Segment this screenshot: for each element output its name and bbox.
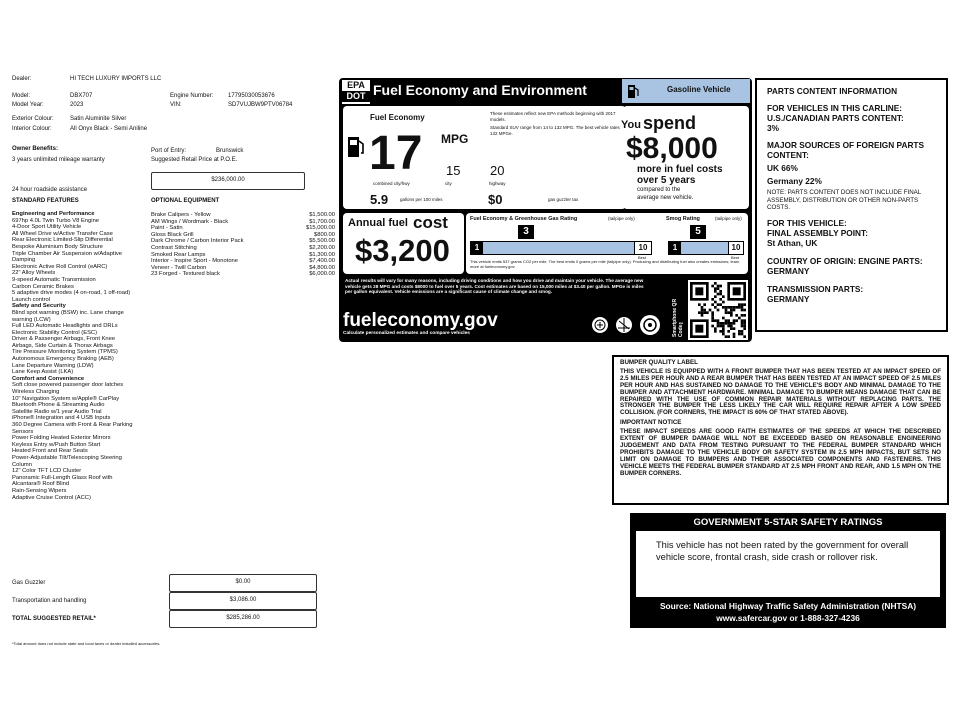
exterior-colour-value: Satin Aluminite Silver xyxy=(70,116,127,122)
ratings-panel xyxy=(466,213,748,274)
source-germany: Germany 22% xyxy=(767,176,822,186)
annual-fuel-cost-panel xyxy=(343,213,464,274)
model-year-label: Model Year: xyxy=(12,102,44,108)
feature-item: Blind spot warning (BSW) inc. Lane change xyxy=(12,309,124,316)
model-label: Model: xyxy=(12,93,31,99)
optional-item-price: $6,000.00 xyxy=(309,271,335,278)
optional-item xyxy=(151,225,335,232)
dealer-value: HI TECH LUXURY IMPORTS LLC xyxy=(70,76,162,82)
safety-ratings-panel xyxy=(630,513,946,628)
nhtsa-source: Source: National Highway Traffic Safety Administration (NHTSA) xyxy=(659,601,917,611)
optional-item-name: Contrast Stitching xyxy=(151,244,197,251)
feature-item: Alcantara® Roof Blind xyxy=(12,481,70,488)
ghg-title: Fuel Economy & Greenhouse Gas Rating xyxy=(470,216,578,222)
feature-item: 697hp 4.0L Twin Turbo V8 Engine xyxy=(12,217,100,224)
city-mpg: 15 xyxy=(446,163,461,178)
interior-colour-label: Interior Colour: xyxy=(12,126,52,132)
transmission-origin-label: TRANSMISSION PARTS: xyxy=(767,283,864,294)
optional-item-price: $5,500.00 xyxy=(309,238,335,245)
engine-origin-value: GERMANY xyxy=(767,265,810,276)
combined-label: combined city/hwy xyxy=(373,181,410,186)
optional-item-name: Brake Calipers - Yellow xyxy=(151,212,211,218)
feature-item: Heated Front and Rear Seats xyxy=(12,448,88,455)
annual-fuel-label: Annual fuel xyxy=(348,217,408,229)
qr-label: Smartphone QR Code™ xyxy=(672,298,684,337)
optional-item-price: $15,000.00 xyxy=(305,225,335,232)
epa-title: Fuel Economy and Environment xyxy=(373,82,587,98)
transportation-value: $3,086.00 xyxy=(169,592,317,610)
feature-item: 360 Degree Camera with Front & Rear Parking xyxy=(12,422,133,428)
feature-item: iPhone® Integration and 4 USB Inputs xyxy=(12,415,111,422)
final-assembly-value: St Athan, UK xyxy=(767,237,818,248)
parts-content-panel xyxy=(755,78,948,332)
feature-item: 4-Door Sport Utility Vehicle xyxy=(12,224,82,231)
annual-fuel-cost: $3,200 xyxy=(355,233,450,268)
dot-logo-text: DOT xyxy=(342,91,370,102)
range-note: Standard SUV range from 14 to 132 MPG. The best vehicle rates 132 MPGe. xyxy=(490,125,620,136)
standard-features-list xyxy=(12,211,152,501)
ghg-scale-high: 10 xyxy=(634,242,651,254)
for-vehicle-label: FOR THIS VEHICLE: xyxy=(767,217,847,228)
you-text: You xyxy=(621,119,641,131)
spend-line-1: more in fuel costs xyxy=(637,164,723,175)
model-value: DBX707 xyxy=(70,93,93,99)
you-spend-panel xyxy=(623,106,749,209)
bumper-text: THIS VEHICLE IS EQUIPPED WITH A FRONT BUMPER THAT HAS BEEN TESTED AT AN IMPACT SPEED OF 2.5 MILES PER HOUR AND A REAR BUMPER THAT HAS BEEN TESTED AT AN IMPACT SPEED OF 2.5 MILES PER HOUR AND HAS SUSTAINED NO DAMAGE TO THE VEHICLE'S BODY AND MINIMAL DAMAGE TO THE BUMPER AND ATTACHMENT HARDWARE. MINIMAL DAMAGE TO BUMPER MEANS DAMAGE THAT CAN BE REPAIRED WITH THE USE OF COMMON REPAIR MATERIALS WITHOUT REPLACING PARTS. THE STRONGER THE BUMPER THE LESS LIKELY THE CAR WILL REQUIRE REPAIR AFTER A LOW SPEED COLLISION. (FOR CORNERS, THE IMPACT IS 60% OF THAT STATED ABOVE). xyxy=(620,367,941,417)
annual-cost-word: cost xyxy=(413,213,448,232)
feature-item: warning (LCW) xyxy=(12,316,51,323)
optional-item-name: AM Wings / Wordmark - Black xyxy=(151,218,229,225)
gallons-per-100: 5.9 xyxy=(370,192,389,207)
feature-item: Lane Departure Warning (LDW) xyxy=(12,362,94,369)
five-year-cost: $8,000 xyxy=(626,132,718,165)
epa-dot-logo xyxy=(342,80,370,104)
feature-item: Tire Pressure Monitoring System (TPMS) xyxy=(12,349,118,356)
optional-item-name: Paint - Satin xyxy=(151,225,183,232)
smog-scale xyxy=(668,241,744,255)
section-heading: Engineering and Performance xyxy=(12,211,95,217)
gas-guzzler-tax: $0 xyxy=(488,192,503,207)
highway-mpg: 20 xyxy=(490,163,505,178)
srp-label: Suggested Retail Price at P.O.E. xyxy=(151,157,238,163)
optional-item xyxy=(151,212,335,219)
feature-item: Carbon Ceramic Brakes xyxy=(12,283,74,290)
feature-item: Power-Adjustable Tilt/Telescoping Steering xyxy=(12,454,122,461)
emissions-note: This vehicle emits 537 grams CO2 per mile. The best emits 0 grams per mile (tailpipe only). Producing and distributing fuel also creates emissions; learn more at fueleconomy.gov. xyxy=(470,259,740,269)
fuel-economy-panel xyxy=(343,106,626,209)
fuel-economy-title: Fuel Economy xyxy=(370,113,425,122)
dot-seal-icon xyxy=(615,316,633,339)
ghg-scale-low: 1 xyxy=(471,242,483,254)
feature-item: Triple Chamber Air Suspension w/Adaptive xyxy=(12,250,122,257)
bumper-title: BUMPER QUALITY LABEL xyxy=(620,359,698,366)
feature-item: Rain-Sensing Wipers xyxy=(12,487,67,494)
safety-ratings-box xyxy=(636,531,940,597)
nhtsa-contact: www.safercar.gov or 1-888-327-4236 xyxy=(716,613,860,623)
fueleconomy-site-sub: Calculate personalized estimates and compare vehicles xyxy=(343,331,470,336)
fueleconomy-site: fueleconomy.gov xyxy=(343,310,498,331)
parts-title: PARTS CONTENT INFORMATION xyxy=(767,86,898,96)
port-of-entry-value: Brunswick xyxy=(216,148,244,154)
spend-line-3: compared to the xyxy=(637,187,681,193)
carline-value: 3% xyxy=(767,123,779,133)
smog-scale-high: 10 xyxy=(728,242,743,254)
final-assembly-label: FINAL ASSEMBLY POINT: xyxy=(767,227,868,238)
optional-item-name: Dark Chrome / Carbon Interior Pack xyxy=(151,238,244,245)
engine-number-value: 17795030053676 xyxy=(228,93,275,99)
owner-benefits-title: Owner Benefits: xyxy=(12,146,59,152)
standard-features-title: STANDARD FEATURES xyxy=(12,198,79,204)
optional-item xyxy=(151,265,335,272)
ghg-scale xyxy=(470,241,652,255)
feature-item: Full LED Automatic Headlights and DRLs xyxy=(12,323,118,330)
parts-note: NOTE: PARTS CONTENT DOES NOT INCLUDE FINAL ASSEMBLY, DISTRIBUTION OR OTHER NON-PARTS COSTS. xyxy=(767,189,922,211)
important-notice-text: THESE IMPACT SPEEDS ARE GOOD FAITH ESTIMATES OF THE SPEEDS AT WHICH THE DESCRIBED EXTENT OF BUMPER DAMAGE WILL NOT BE EXCEEDED BASED ON REASONABLE ENGINEERING JUDGEMENT AND DATA FROM TESTING PURSUANT TO THE FEDERAL BUMPER STANDARD WHICH PROHIBITS DAMAGE TO THE VEHICLE BODY OR SAFETY SYSTEM IN 2.5 MPH IMPACTS, BUT SETS NO LIMIT ON DAMAGE TO BUMPERS AND THEIR ASSOCIATED COMPONENTS AND FASTENERS. THIS VEHICLE MEETS THE FEDERAL BUMPER STANDARD AT 2.5 MPH FRONT AND REAR, AND 1.5 MPH ON THE BUMPER CORNERS. xyxy=(620,428,941,477)
feature-item: Power Folding Heated Exterior Mirrors xyxy=(12,435,111,442)
qr-code-icon[interactable] xyxy=(688,280,748,340)
fuel-pump-icon xyxy=(627,83,639,104)
feature-item: 10" Navigation System w/Apple® CarPlay xyxy=(12,395,120,402)
optional-item xyxy=(151,252,335,259)
gas-guzzler-label: Gas Guzzler xyxy=(12,580,46,586)
major-sources-label: MAJOR SOURCES OF FOREIGN PARTS CONTENT: xyxy=(767,140,925,160)
optional-item-price: $1,700.00 xyxy=(309,218,335,225)
footnote: *Total amount does not include state and local taxes or dealer installed accessories. xyxy=(12,641,161,646)
ghg-best-label: Best xyxy=(638,255,647,260)
feature-item: Wireless Charging xyxy=(12,389,60,396)
feature-item: Adaptive Cruise Control (ACC) xyxy=(12,494,91,501)
optional-item-price: $4,800.00 xyxy=(309,264,335,271)
optional-item-price: $2,200.00 xyxy=(309,244,335,251)
transmission-origin-value: GERMANY xyxy=(767,293,810,304)
optional-equipment-list xyxy=(151,212,335,278)
gas-guzzler-value: $0.00 xyxy=(169,574,317,592)
port-of-entry-label: Port of Entry: xyxy=(151,148,187,154)
ghg-rating-marker: 3 xyxy=(518,225,534,239)
optional-item xyxy=(151,219,335,226)
smog-rating-marker: 5 xyxy=(690,225,706,239)
feature-item: Bluetooth Phone & Streaming Audio xyxy=(12,402,105,409)
feature-item: Electronic Stability Control (ESC) xyxy=(12,329,98,336)
feature-item: Autonomous Emergency Braking (AEB) xyxy=(12,356,114,363)
optional-item-name: 23 Forged - Textured black xyxy=(151,271,220,278)
vin-value: SD7VUJBW9PTV06784 xyxy=(228,102,293,108)
feature-item: Electronic Active Roll Control (eARC) xyxy=(12,263,108,270)
city-label: city xyxy=(445,181,452,186)
engine-number-label: Engine Number: xyxy=(170,93,214,99)
feature-item: All Wheel Drive w/Active Transfer Case xyxy=(12,230,113,237)
optional-item-name: Veneer - Twill Carbon xyxy=(151,264,207,271)
feature-item: 5 adaptive drive modes (4 on-road, 1 off-road) xyxy=(12,290,131,297)
epa-logo-text: EPA xyxy=(347,80,365,90)
epa-seal-icon xyxy=(591,316,609,339)
feature-item: Launch control xyxy=(12,296,51,303)
optional-item-price: $800.00 xyxy=(314,231,335,238)
epa-fuel-economy-label xyxy=(339,78,752,342)
smog-title: Smog Rating xyxy=(666,216,700,222)
estimates-note: These estimates reflect new EPA methods beginning with 2017 models. xyxy=(490,111,616,122)
smog-best-label: Best xyxy=(731,255,740,260)
feature-item: 22" Alloy Wheels xyxy=(12,270,56,277)
optional-item-name: Gloss Black Grill xyxy=(151,231,194,238)
section-heading: Safety and Security xyxy=(12,303,66,310)
optional-item-price: $1,300.00 xyxy=(309,251,335,258)
srp-value: $236,000.00 xyxy=(151,172,305,190)
optional-item xyxy=(151,245,335,252)
source-uk: UK 66% xyxy=(767,163,798,173)
interior-colour-value: All Onyx Black - Semi Aniline xyxy=(70,126,148,132)
feature-item: Bespoke Aluminium Body Structure xyxy=(12,243,103,250)
spend-line-2: over 5 years xyxy=(637,175,696,186)
feature-item: Driver & Passenger Airbags, Front Knee xyxy=(12,336,116,343)
owner-benefit-roadside: 24 hour roadside assistance xyxy=(12,187,88,193)
epa-disclaimer: Actual results will vary for many reasons, including driving conditions and how you drive and maintain your vehicle. The average new vehicle gets 28 MPG and costs $8000 to fuel over 5 years. Cost estimates are based on 15,000 miles at $3.40 per gallon. MPGe is miles per gallon equivalent. Vehicle emissions are a significant cause of climate change and smog. xyxy=(345,278,644,295)
spend-line-4: average new vehicle. xyxy=(637,195,694,201)
feature-item: Airbags, Side Curtain & Thorax Airbags xyxy=(12,342,113,349)
model-year-value: 2023 xyxy=(70,102,84,108)
ghg-subtitle: (tailpipe only) xyxy=(608,216,635,221)
highway-label: highway xyxy=(489,181,506,186)
spend-text: spend xyxy=(643,113,697,133)
optional-item-price: $7,400.00 xyxy=(309,258,335,265)
doe-seal-icon xyxy=(639,314,661,341)
optional-item-price: $1,500.00 xyxy=(309,212,335,218)
bumper-quality-label xyxy=(612,355,949,505)
feature-item: Lane Keep Assist (LKA) xyxy=(12,369,74,376)
optional-item xyxy=(151,271,335,278)
feature-item: Rear Electronic Limited-Slip Differential xyxy=(12,237,113,244)
smog-scale-low: 1 xyxy=(669,242,681,254)
optional-item xyxy=(151,238,335,245)
optional-item-name: Interior - Inspire Sport - Monotone xyxy=(151,258,238,265)
optional-equipment-title: OPTIONAL EQUIPMENT xyxy=(151,198,220,204)
feature-item: Soft close powered passenger door latches xyxy=(12,382,124,389)
optional-item-name: Smoked Rear Lamps xyxy=(151,251,206,258)
feature-item: Keyless Entry w/Push Button Start xyxy=(12,441,101,448)
vin-label: VIN: xyxy=(170,102,182,108)
important-notice-title: IMPORTANT NOTICE xyxy=(620,419,682,427)
engine-origin-label: COUNTRY OF ORIGIN: ENGINE PARTS: xyxy=(767,255,923,266)
feature-item: 9-speed Automatic Transmission xyxy=(12,276,96,283)
gas-guzzler-tax-label: gas guzzler tax xyxy=(548,197,579,202)
safety-ratings-title: GOVERNMENT 5-STAR SAFETY RATINGS xyxy=(693,517,883,528)
vehicle-type-band xyxy=(622,79,750,103)
exterior-colour-label: Exterior Colour: xyxy=(12,116,54,122)
smog-subtitle: (tailpipe only) xyxy=(715,216,742,221)
feature-item: Damping xyxy=(12,257,36,264)
feature-item: Column xyxy=(12,461,32,468)
total-value: $285,286.00 xyxy=(169,610,317,628)
safety-ratings-text: This vehicle has not been rated by the government for overall vehicle score, frontal crash, side crash or rollover risk. xyxy=(656,540,909,562)
section-heading: Comfort and Convenience xyxy=(12,375,85,382)
feature-item: Panoramic Full-Length Glass Roof with xyxy=(12,474,113,481)
dealer-label: Dealer: xyxy=(12,76,32,82)
feature-item: Sensors xyxy=(12,428,34,435)
gas-pump-icon xyxy=(347,134,365,163)
mpg-unit: MPG xyxy=(441,132,469,146)
transportation-label: Transportation and handling xyxy=(12,598,87,604)
mpg-combined: 17 xyxy=(369,127,423,180)
total-label: TOTAL SUGGESTED RETAIL* xyxy=(12,616,96,622)
vehicle-type: Gasoline Vehicle xyxy=(667,85,731,94)
feature-item: Satellite Radio w/1 year Audio Trial xyxy=(12,408,102,415)
gallons-label: gallons per 100 miles xyxy=(400,197,443,202)
carline-label: FOR VEHICLES IN THIS CARLINE: U.S./CANADIAN PARTS CONTENT: xyxy=(767,103,904,123)
optional-item xyxy=(151,232,335,239)
feature-item: 12" Color TFT LCD Cluster xyxy=(12,468,82,475)
optional-item xyxy=(151,258,335,265)
owner-benefit-warranty: 3 years unlimited mileage warranty xyxy=(12,157,105,163)
